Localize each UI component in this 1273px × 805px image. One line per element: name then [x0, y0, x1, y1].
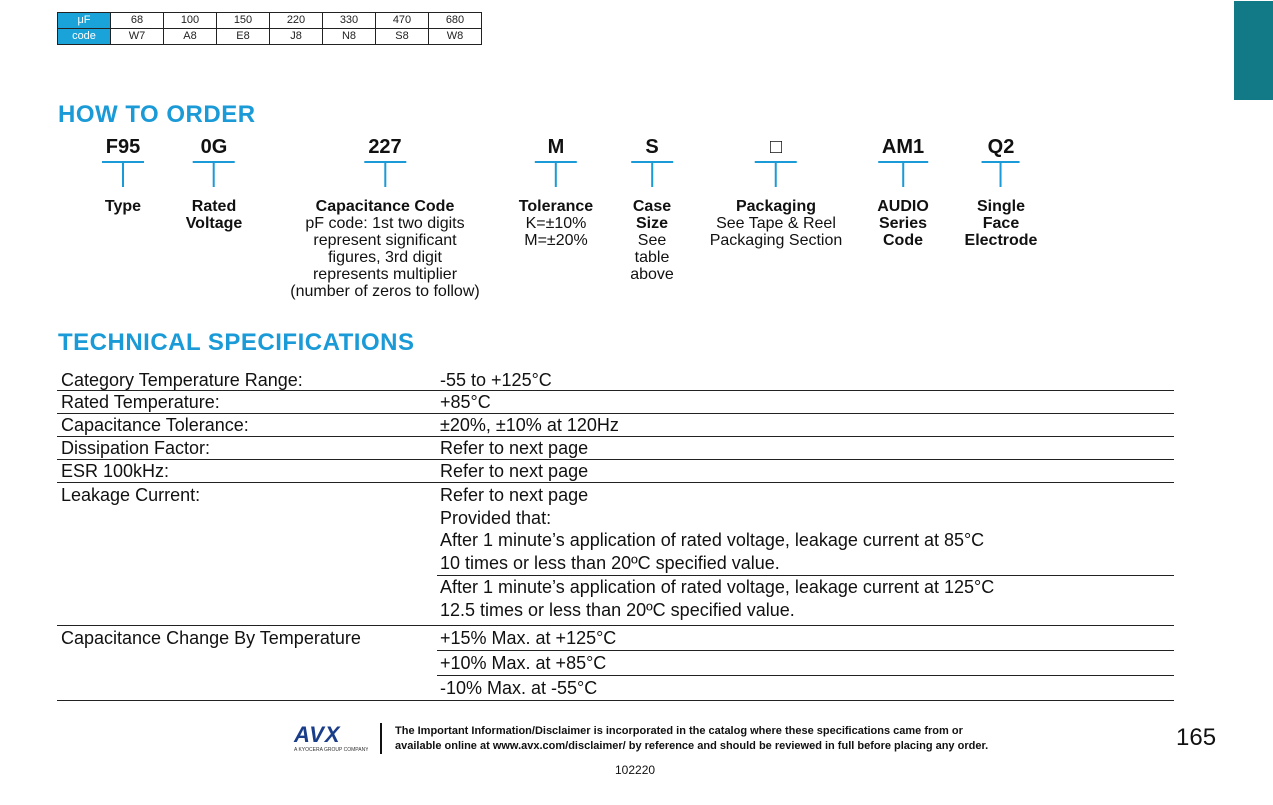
code-value: A8 — [164, 29, 217, 45]
order-code: M — [547, 136, 565, 158]
uf-row — [58, 13, 482, 29]
order-label: Case Size — [632, 198, 672, 232]
spec-sub-divider — [437, 650, 1174, 651]
order-label: Rated Voltage — [185, 198, 243, 232]
spec-value: Refer to next page — [440, 461, 589, 481]
how-to-order-title: HOW TO ORDER — [58, 101, 256, 128]
disclaimer-line: available online at www.avx.com/disclaimer/ by reference and should be reviewed in full before placing any order. — [395, 740, 989, 752]
uf-value: 470 — [376, 13, 429, 29]
order-connector-stem — [902, 163, 904, 187]
order-label: Type — [104, 198, 142, 215]
uf-value: 68 — [111, 13, 164, 29]
spec-label: Leakage Current: — [61, 485, 201, 505]
capacitance-code-table — [57, 12, 482, 45]
spec-row — [57, 369, 1174, 391]
order-label: Single Face Electrode — [964, 198, 1038, 249]
order-connector-stem — [651, 163, 653, 187]
order-label: Capacitance Code — [315, 198, 455, 215]
uf-header: μF — [58, 13, 111, 29]
spec-row — [57, 460, 1174, 483]
order-code: AM1 — [881, 136, 925, 158]
code-value: S8 — [376, 29, 429, 45]
spec-row — [57, 414, 1174, 437]
order-item-tolerance — [519, 136, 593, 249]
order-code: Q2 — [987, 136, 1015, 158]
order-code: □ — [769, 136, 783, 158]
order-code: S — [645, 136, 659, 158]
order-item-type — [102, 136, 144, 215]
order-item-packaging — [710, 136, 843, 249]
avx-logo-subtext: A KYOCERA GROUP COMPANY — [294, 747, 368, 752]
disclaimer-line: The Important Information/Disclaimer is incorporated in the catalog where these specifications came from or — [395, 725, 963, 737]
uf-value: 220 — [270, 13, 323, 29]
spec-label: Capacitance Change By Temperature — [61, 628, 361, 648]
spec-row — [57, 391, 1174, 414]
page-number: 165 — [1176, 724, 1217, 751]
footer-disclaimer — [395, 724, 988, 754]
spec-value: Refer to next page — [440, 485, 589, 505]
spec-value-line: Provided that: — [440, 508, 552, 528]
spec-value: Refer to next page — [440, 438, 589, 458]
avx-logo-text: AVX — [294, 722, 341, 747]
order-description: K=±10% M=±20% — [524, 215, 588, 249]
spec-label: Category Temperature Range: — [61, 370, 303, 390]
order-connector-stem — [1000, 163, 1002, 187]
order-connector-stem — [384, 163, 386, 187]
order-code: F95 — [105, 136, 141, 158]
spec-value-line: After 1 minute’s application of rated voltage, leakage current at 85°C — [440, 530, 985, 550]
spec-label: Capacitance Tolerance: — [61, 415, 249, 435]
spec-label: ESR 100kHz: — [61, 461, 170, 481]
spec-value-line: 12.5 times or less than 20ºC specified value. — [440, 600, 795, 620]
spec-value: -55 to +125°C — [440, 370, 552, 390]
technical-specs-title: TECHNICAL SPECIFICATIONS — [58, 329, 415, 356]
code-value: E8 — [217, 29, 270, 45]
spec-sub-divider — [437, 675, 1174, 676]
uf-value: 680 — [429, 13, 482, 29]
order-description: pF code: 1st two digits represent significant figures, 3rd digit represents multiplier (number of zeros to follow) — [290, 215, 480, 300]
order-item-electrode — [965, 136, 1038, 249]
uf-value: 150 — [217, 13, 270, 29]
spec-row-leakage-current — [57, 483, 1174, 626]
order-code: 0G — [200, 136, 228, 158]
order-item-case-size — [630, 136, 674, 283]
document-code: 102220 — [615, 763, 656, 777]
order-label: AUDIO Series Code — [877, 198, 929, 249]
order-item-rated-voltage — [186, 136, 243, 232]
spec-value: ±20%, ±10% at 120Hz — [440, 415, 619, 435]
code-value: W8 — [429, 29, 482, 45]
code-value: J8 — [270, 29, 323, 45]
order-code: 227 — [368, 136, 402, 158]
code-value: N8 — [323, 29, 376, 45]
code-row — [58, 29, 482, 45]
side-tab-marker — [1234, 1, 1273, 100]
uf-value: 330 — [323, 13, 376, 29]
spec-label: Dissipation Factor: — [61, 438, 211, 458]
spec-value-line: After 1 minute’s application of rated voltage, leakage current at 125°C — [440, 577, 995, 597]
order-connector-stem — [213, 163, 215, 187]
order-connector-stem — [775, 163, 777, 187]
order-connector-stem — [122, 163, 124, 187]
code-header: code — [58, 29, 111, 45]
spec-value-line: 10 times or less than 20ºC specified value. — [440, 553, 780, 573]
spec-value: +85°C — [440, 392, 491, 412]
spec-value-line: -10% Max. at -55°C — [440, 678, 598, 698]
order-description: See Tape & Reel Packaging Section — [709, 215, 843, 249]
spec-label: Rated Temperature: — [61, 392, 220, 412]
order-label: Tolerance — [518, 198, 594, 215]
spec-row — [57, 437, 1174, 460]
order-connector-stem — [555, 163, 557, 187]
spec-value: +15% Max. at +125°C — [440, 628, 617, 648]
spec-sub-divider — [437, 575, 1174, 576]
code-value: W7 — [111, 29, 164, 45]
order-label: Packaging — [735, 198, 817, 215]
order-item-series-code — [877, 136, 929, 249]
spec-row-capacitance-change — [57, 626, 1174, 701]
spec-value-line: +10% Max. at +85°C — [440, 653, 607, 673]
avx-logo — [292, 722, 368, 752]
footer-separator — [380, 723, 382, 754]
uf-value: 100 — [164, 13, 217, 29]
order-description: See table above — [630, 232, 674, 283]
order-item-capacitance-code — [290, 136, 479, 300]
